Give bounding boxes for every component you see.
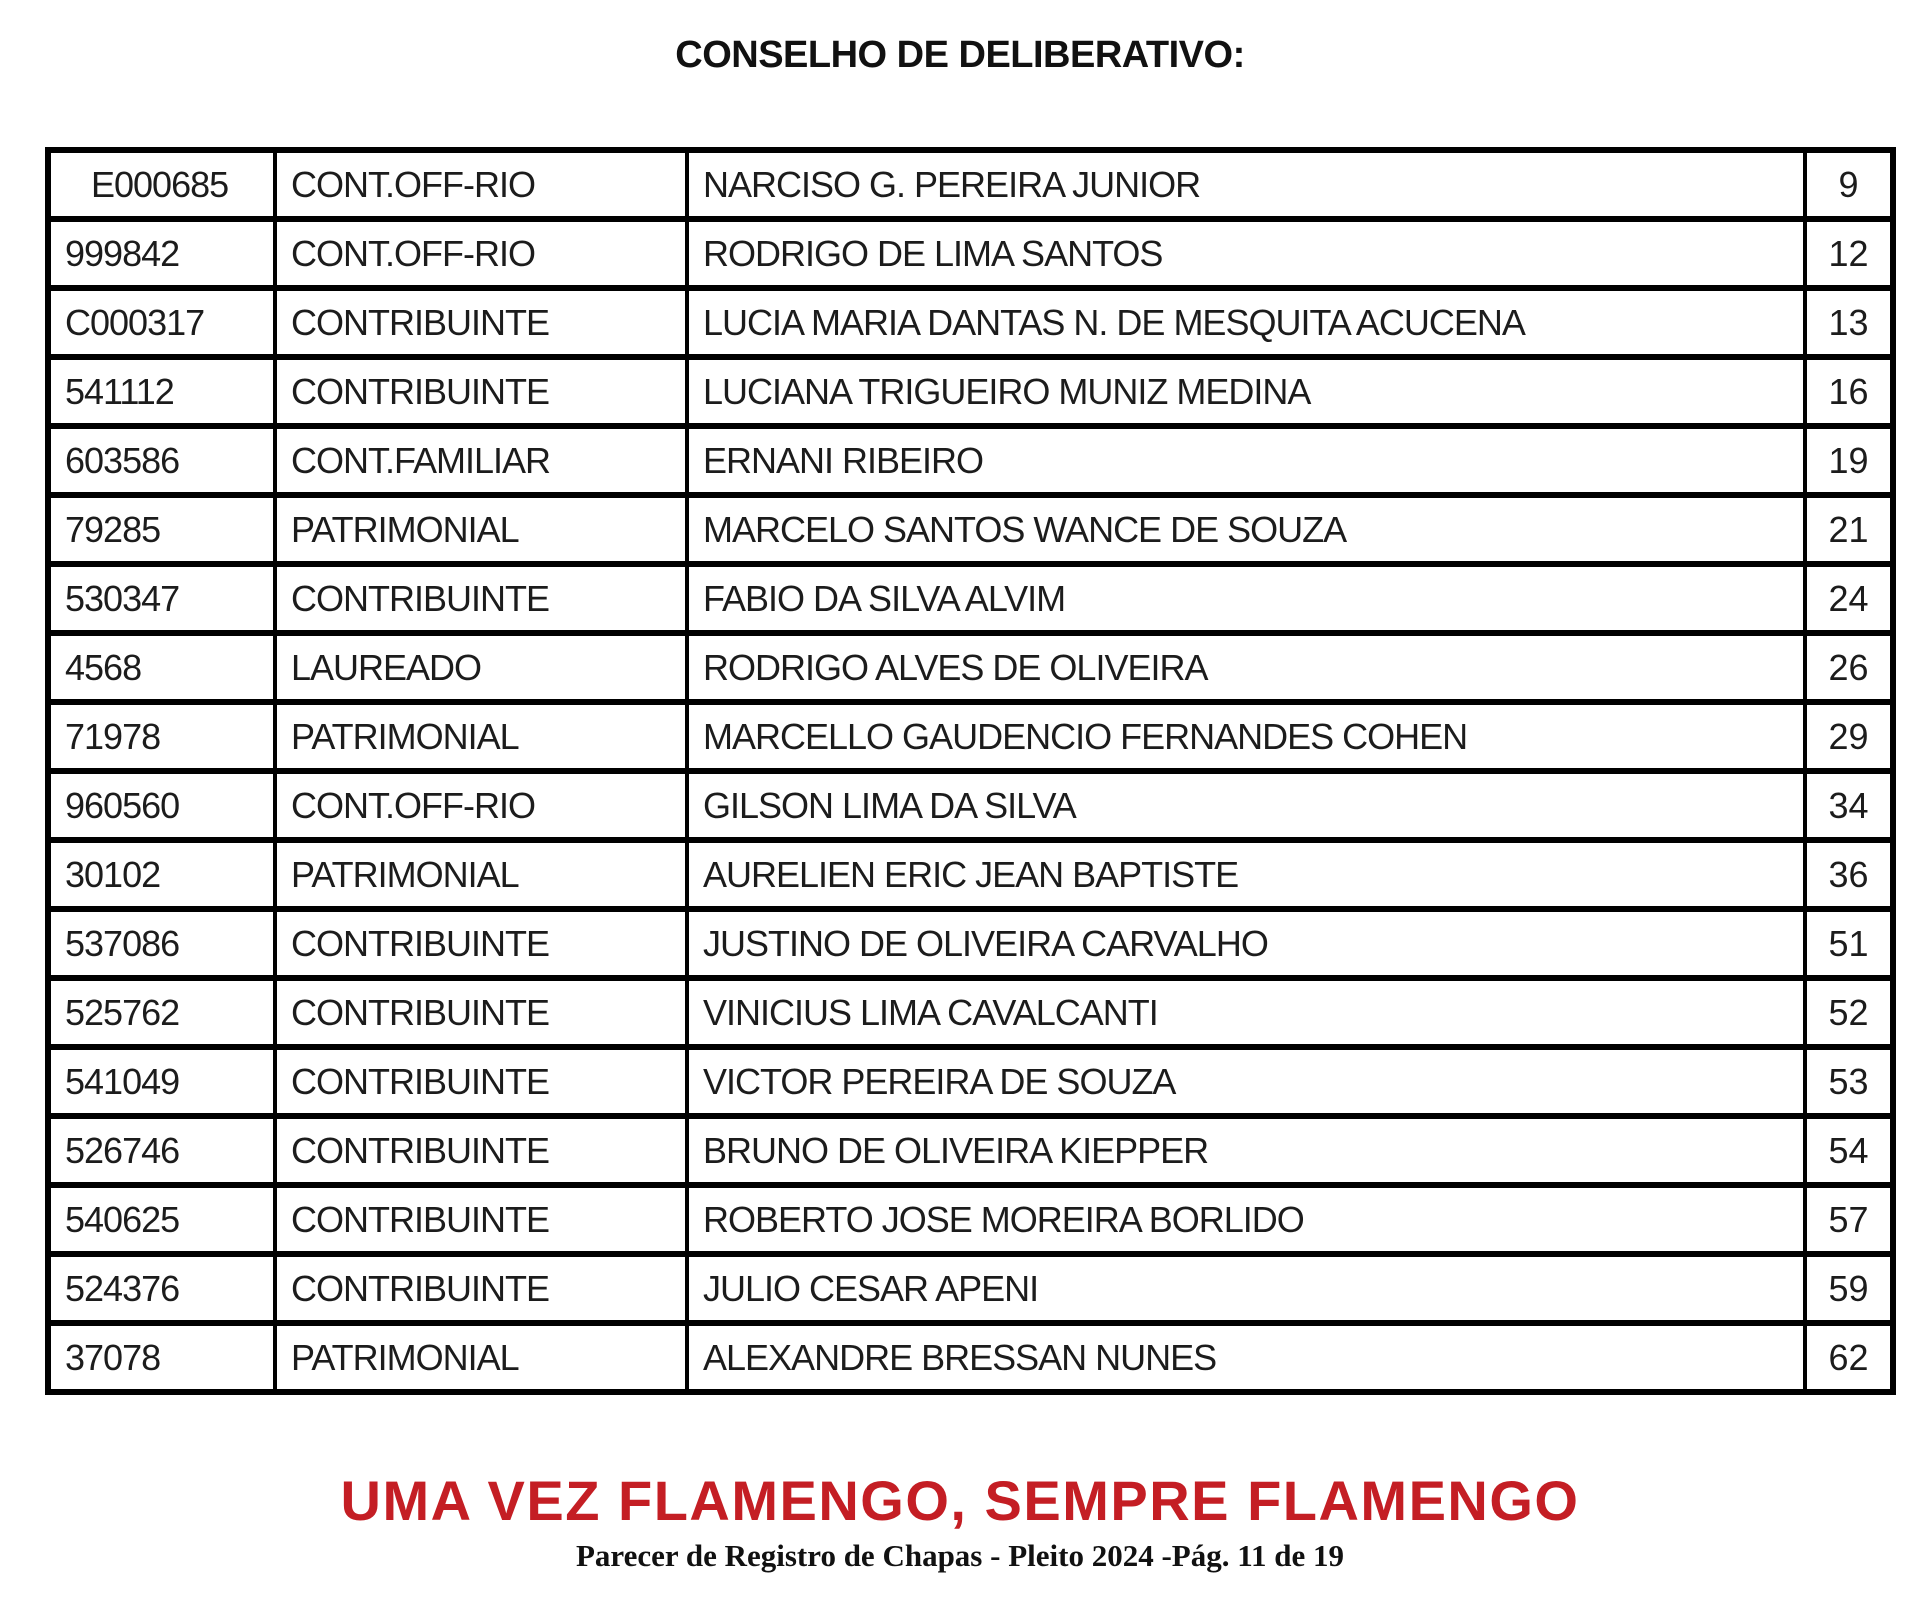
cell-member-name: VICTOR PEREIRA DE SOUZA	[687, 1047, 1805, 1116]
cell-member-category: CONTRIBUINTE	[275, 909, 687, 978]
cell-member-category: CONTRIBUINTE	[275, 564, 687, 633]
cell-member-name: FABIO DA SILVA ALVIM	[687, 564, 1805, 633]
cell-member-category: CONTRIBUINTE	[275, 1254, 687, 1323]
table-row	[48, 1254, 1893, 1323]
cell-registration-id: 603586	[48, 426, 275, 495]
table-row	[48, 771, 1893, 840]
cell-ballot-number: 53	[1805, 1047, 1893, 1116]
cell-ballot-number: 26	[1805, 633, 1893, 702]
table-row	[48, 357, 1893, 426]
cell-ballot-number: 29	[1805, 702, 1893, 771]
cell-member-category: CONT.FAMILIAR	[275, 426, 687, 495]
cell-member-name: JULIO CESAR APENI	[687, 1254, 1805, 1323]
cell-member-category: CONTRIBUINTE	[275, 978, 687, 1047]
cell-member-name: VINICIUS LIMA CAVALCANTI	[687, 978, 1805, 1047]
page-title: CONSELHO DE DELIBERATIVO:	[675, 34, 1245, 76]
cell-member-category: CONT.OFF-RIO	[275, 219, 687, 288]
cell-registration-id: 37078	[48, 1323, 275, 1392]
cell-registration-id: E000685	[48, 150, 275, 219]
table-row	[48, 840, 1893, 909]
cell-member-name: MARCELLO GAUDENCIO FERNANDES COHEN	[687, 702, 1805, 771]
cell-ballot-number: 19	[1805, 426, 1893, 495]
cell-registration-id: 30102	[48, 840, 275, 909]
cell-ballot-number: 24	[1805, 564, 1893, 633]
table-row	[48, 702, 1893, 771]
cell-registration-id: 525762	[48, 978, 275, 1047]
cell-member-category: PATRIMONIAL	[275, 495, 687, 564]
cell-member-name: LUCIA MARIA DANTAS N. DE MESQUITA ACUCENA	[687, 288, 1805, 357]
cell-member-name: NARCISO G. PEREIRA JUNIOR	[687, 150, 1805, 219]
cell-registration-id: 79285	[48, 495, 275, 564]
table-row	[48, 1185, 1893, 1254]
cell-member-name: LUCIANA TRIGUEIRO MUNIZ MEDINA	[687, 357, 1805, 426]
cell-member-name: ROBERTO JOSE MOREIRA BORLIDO	[687, 1185, 1805, 1254]
table-row	[48, 426, 1893, 495]
cell-ballot-number: 12	[1805, 219, 1893, 288]
cell-registration-id: C000317	[48, 288, 275, 357]
table-row	[48, 219, 1893, 288]
cell-ballot-number: 34	[1805, 771, 1893, 840]
table-row	[48, 1323, 1893, 1392]
cell-member-name: RODRIGO DE LIMA SANTOS	[687, 219, 1805, 288]
cell-registration-id: 71978	[48, 702, 275, 771]
cell-member-name: JUSTINO DE OLIVEIRA CARVALHO	[687, 909, 1805, 978]
cell-registration-id: 541112	[48, 357, 275, 426]
table-row	[48, 909, 1893, 978]
cell-ballot-number: 21	[1805, 495, 1893, 564]
cell-member-name: RODRIGO ALVES DE OLIVEIRA	[687, 633, 1805, 702]
table-row	[48, 978, 1893, 1047]
cell-ballot-number: 62	[1805, 1323, 1893, 1392]
table-row	[48, 564, 1893, 633]
cell-ballot-number: 9	[1805, 150, 1893, 219]
cell-ballot-number: 13	[1805, 288, 1893, 357]
cell-ballot-number: 52	[1805, 978, 1893, 1047]
cell-member-name: ALEXANDRE BRESSAN NUNES	[687, 1323, 1805, 1392]
cell-member-category: CONTRIBUINTE	[275, 1116, 687, 1185]
table-row	[48, 1116, 1893, 1185]
cell-member-category: PATRIMONIAL	[275, 1323, 687, 1392]
table-row	[48, 633, 1893, 702]
cell-ballot-number: 36	[1805, 840, 1893, 909]
cell-registration-id: 537086	[48, 909, 275, 978]
cell-registration-id: 524376	[48, 1254, 275, 1323]
cell-member-category: CONTRIBUINTE	[275, 1047, 687, 1116]
table-row	[48, 150, 1893, 219]
slogan-banner: UMA VEZ FLAMENGO, SEMPRE FLAMENGO	[340, 1469, 1580, 1532]
cell-member-category: CONT.OFF-RIO	[275, 771, 687, 840]
cell-member-category: CONTRIBUINTE	[275, 1185, 687, 1254]
cell-registration-id: 960560	[48, 771, 275, 840]
cell-member-name: MARCELO SANTOS WANCE DE SOUZA	[687, 495, 1805, 564]
footer-note: Parecer de Registro de Chapas - Pleito 2024 -Pág. 11 de 19	[575, 1538, 1344, 1573]
table-row	[48, 1047, 1893, 1116]
cell-ballot-number: 51	[1805, 909, 1893, 978]
cell-member-name: ERNANI RIBEIRO	[687, 426, 1805, 495]
cell-member-category: CONTRIBUINTE	[275, 357, 687, 426]
cell-ballot-number: 16	[1805, 357, 1893, 426]
cell-member-name: BRUNO DE OLIVEIRA KIEPPER	[687, 1116, 1805, 1185]
cell-registration-id: 4568	[48, 633, 275, 702]
cell-member-category: LAUREADO	[275, 633, 687, 702]
cell-ballot-number: 59	[1805, 1254, 1893, 1323]
cell-member-name: GILSON LIMA DA SILVA	[687, 771, 1805, 840]
table-body	[48, 150, 1893, 1392]
cell-registration-id: 541049	[48, 1047, 275, 1116]
cell-ballot-number: 57	[1805, 1185, 1893, 1254]
cell-registration-id: 526746	[48, 1116, 275, 1185]
cell-member-name: AURELIEN ERIC JEAN BAPTISTE	[687, 840, 1805, 909]
cell-registration-id: 530347	[48, 564, 275, 633]
cell-registration-id: 999842	[48, 219, 275, 288]
cell-ballot-number: 54	[1805, 1116, 1893, 1185]
council-members-table	[45, 147, 1896, 1395]
table-row	[48, 495, 1893, 564]
cell-member-category: CONT.OFF-RIO	[275, 150, 687, 219]
cell-registration-id: 540625	[48, 1185, 275, 1254]
table-row	[48, 288, 1893, 357]
cell-member-category: PATRIMONIAL	[275, 840, 687, 909]
cell-member-category: PATRIMONIAL	[275, 702, 687, 771]
cell-member-category: CONTRIBUINTE	[275, 288, 687, 357]
